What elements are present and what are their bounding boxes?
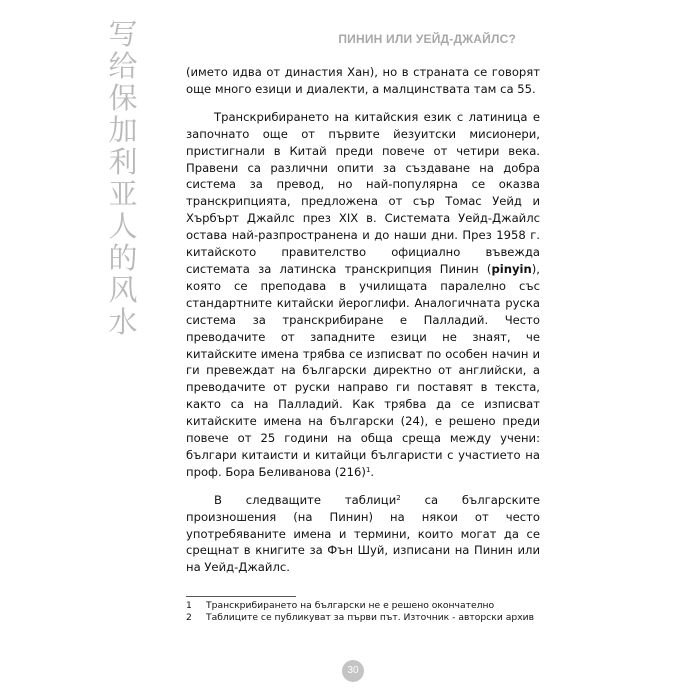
page-number-badge: 30 [342, 660, 364, 682]
footnotes [186, 600, 540, 624]
footnote-text: Таблиците се публикуват за първи път. Източник - авторски архив [206, 612, 535, 624]
body-text [186, 64, 540, 576]
paragraph-2 [186, 109, 540, 481]
footnote-number: 2 [186, 612, 192, 624]
footnote-ref-1[interactable]: 1 [365, 465, 371, 474]
footnote-divider [186, 596, 296, 597]
pinyin-term: pinyin [491, 261, 532, 276]
paragraph-3-continued: са българските произношения (на Пинин) на някои от често употребяваните имена и термини, които могат да се срещнат в книгите за Фън Шуй, изписани на Пинин или на Уейд-Джайлс. [186, 492, 540, 575]
footnote-number: 1 [186, 600, 192, 611]
paragraph-2-continued: ), която се преподава в училищата паралелно със стандартните китайски йероглифи. Аналогичната руска система за транскрибиране е Палладий. Често преводачите от западните езици не знаят, че китайските имена трябва се изписват по особен начин и ги превеждат на български директно от английски, а преводачите от руски направо ги поставят в текста, както са на Палладий. Как трябва да се изписват китайските имена на български (24), е решено преди повече от 25 години на обща среща между учени: българи китаисти и китайци българисти с участието на проф. Бора Беливанова (216) [186, 261, 540, 479]
running-head: ПИНИН ИЛИ УЕЙД-ДЖАЙЛС? [338, 32, 516, 46]
paragraph-2-end: . [370, 464, 375, 479]
paragraph-3-start: В следващите таблици [214, 492, 397, 507]
footnote-ref-2[interactable]: 2 [396, 493, 401, 502]
paragraph-1: (името идва от династия Хан), но в страната се говорят още много езици и диалекти, а малцинствата там са 55. [186, 65, 540, 96]
footnote-text: Транскрибирането на български не е решено окончателно [206, 600, 495, 611]
paragraph-3 [186, 492, 540, 577]
footnote-1 [186, 600, 540, 612]
footnote-2 [186, 612, 540, 624]
vertical-chinese-title: 写给保加利亚人的风水 [108, 17, 138, 339]
paragraph-2-start: Транскрибирането на китайския език с латиница е започнато още от първите йезуитски мисионери, пристигнали в Китай преди повече от четири века. Правени са различни опити за създаване на добра система за превод, но най-популярна се оказва транскрипцията, предложена от сър Томас Уейд и Хърбърт Джайлс през XIX в. Системата Уейд-Джайлс остава най-разпространена и до наши дни. През 1958 г. китайското правителство официално въвежда системата за латинска транскрипция Пинин ( [186, 109, 540, 276]
